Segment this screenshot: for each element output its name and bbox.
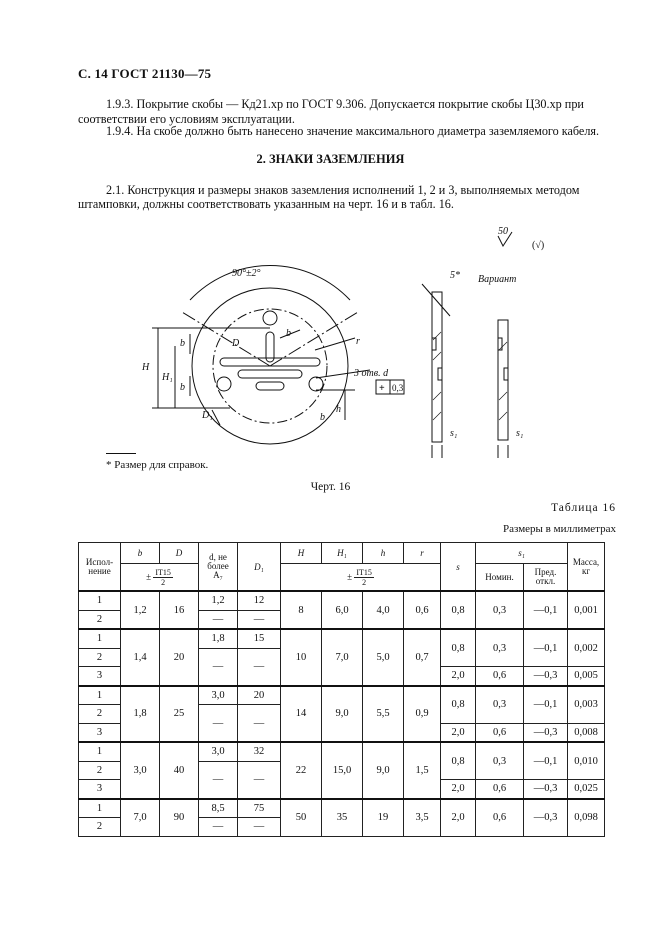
table-label: Таблица 16	[551, 502, 616, 514]
label-H1: H₁	[162, 372, 173, 383]
label-D: D	[232, 338, 240, 349]
label-r: r	[356, 336, 360, 347]
hole-right	[309, 377, 323, 391]
roughness-paren: (√)	[532, 240, 545, 251]
col-s: s	[441, 543, 476, 592]
col-r: r	[404, 543, 441, 564]
para-1-9-3-line1: 1.9.3. Покрытие скобы — Кд21.хр по ГОСТ 9.306. Допускается покрытие скобы Ц30.хр при	[106, 97, 584, 111]
label-b-bottom: b	[320, 412, 325, 423]
sub-pred: Пред. откл.	[524, 564, 568, 592]
angle-label: 90°±2°	[232, 268, 261, 279]
page-header: С. 14 ГОСТ 21130—75	[78, 66, 212, 81]
hole-note-label: 3 отв. d	[354, 368, 389, 379]
table-row: 1 1,4 20 1,8 15 10 7,0 5,0 0,7 0,8 0,3 —0,1 0,002	[79, 629, 605, 648]
figure-caption: Черт. 16	[310, 481, 351, 493]
table-row: 3 2,0 0,6 —0,3 0,008	[79, 723, 605, 742]
table-row: 2 — —	[79, 705, 605, 724]
col-H1: H₁	[322, 543, 363, 564]
para-1-9-4: 1.9.4. На скобе должно быть нанесено значение максимального диаметра заземляемого кабеля.	[106, 124, 600, 138]
table-row: 1 3,0 40 3,0 32 22 15,0 9,0 1,5 0,8 0,3 —0,1 0,010	[79, 742, 605, 761]
col-s1: s₁	[476, 543, 568, 564]
tol-b-D: ± $\frac{IT15}{2}$	[121, 564, 199, 592]
table-row: 2 — —	[79, 610, 605, 629]
table-16	[78, 542, 605, 837]
label-b-left: b	[180, 338, 185, 349]
label-b-left2: b	[180, 382, 185, 393]
drawing-figure-16	[120, 220, 560, 460]
table-row: 2 — —	[79, 761, 605, 780]
label-b-top: b	[286, 328, 291, 339]
label-h: h	[336, 404, 341, 415]
hole-top	[263, 311, 277, 325]
col-d: d, не более A₇	[199, 543, 238, 592]
col-H: H	[281, 543, 322, 564]
label-s1-b: s₁	[516, 428, 524, 439]
sub-nom: Номин.	[476, 564, 524, 592]
roughness-value: 50	[498, 226, 508, 237]
dim-5-label: 5*	[450, 270, 460, 281]
table-units: Размеры в миллиметрах	[503, 523, 616, 535]
table-row: 1 1,2 16 1,2 12 8 6,0 4,0 0,6 0,8 0,3 —0,1 0,001	[79, 591, 605, 610]
para-2-1-line2: штамповки, должны соответствовать указанным на черт. 16 и в табл. 16.	[78, 197, 454, 211]
col-mass: Масса, кг	[568, 543, 605, 592]
label-s1-a: s₁	[450, 428, 458, 439]
col-h: h	[363, 543, 404, 564]
para-2-1-line1: 2.1. Конструкция и размеры знаков заземления исполнений 1, 2 и 3, выполняемых методом	[106, 183, 580, 197]
table-row: 3 2,0 0,6 —0,3 0,005	[79, 667, 605, 686]
footnote: * Размер для справок.	[106, 459, 209, 471]
tol-H-r: ± $\frac{IT15}{2}$	[281, 564, 441, 592]
hole-left	[217, 377, 231, 391]
col-D: D	[160, 543, 199, 564]
label-D1: D₁	[202, 410, 213, 421]
table-row: 3 2,0 0,6 —0,3 0,025	[79, 780, 605, 799]
tolerance-symbol: +	[379, 383, 385, 394]
col-D1: D₁	[238, 543, 281, 592]
footnote-rule	[106, 453, 136, 454]
table-row: 1 7,0 90 8,5 75 50 35 19 3,5 2,0 0,6 —0,3 0,098	[79, 799, 605, 818]
variant-label: Вариант	[478, 274, 517, 285]
tolerance-value: 0,3	[392, 383, 404, 393]
col-b: b	[121, 543, 160, 564]
table-row: 2 — —	[79, 818, 605, 837]
table-row: 2 — —	[79, 648, 605, 667]
para-1-9-3-line2: соответствии его условиям эксплуатации.	[78, 112, 295, 126]
section-title: 2. ЗНАКИ ЗАЗЕМЛЕНИЯ	[256, 152, 405, 166]
table-row: 1 1,8 25 3,0 20 14 9,0 5,5 0,9 0,8 0,3 —0,1 0,003	[79, 686, 605, 705]
label-H: H	[142, 362, 150, 373]
col-ispol: Испол-нение	[79, 543, 121, 592]
